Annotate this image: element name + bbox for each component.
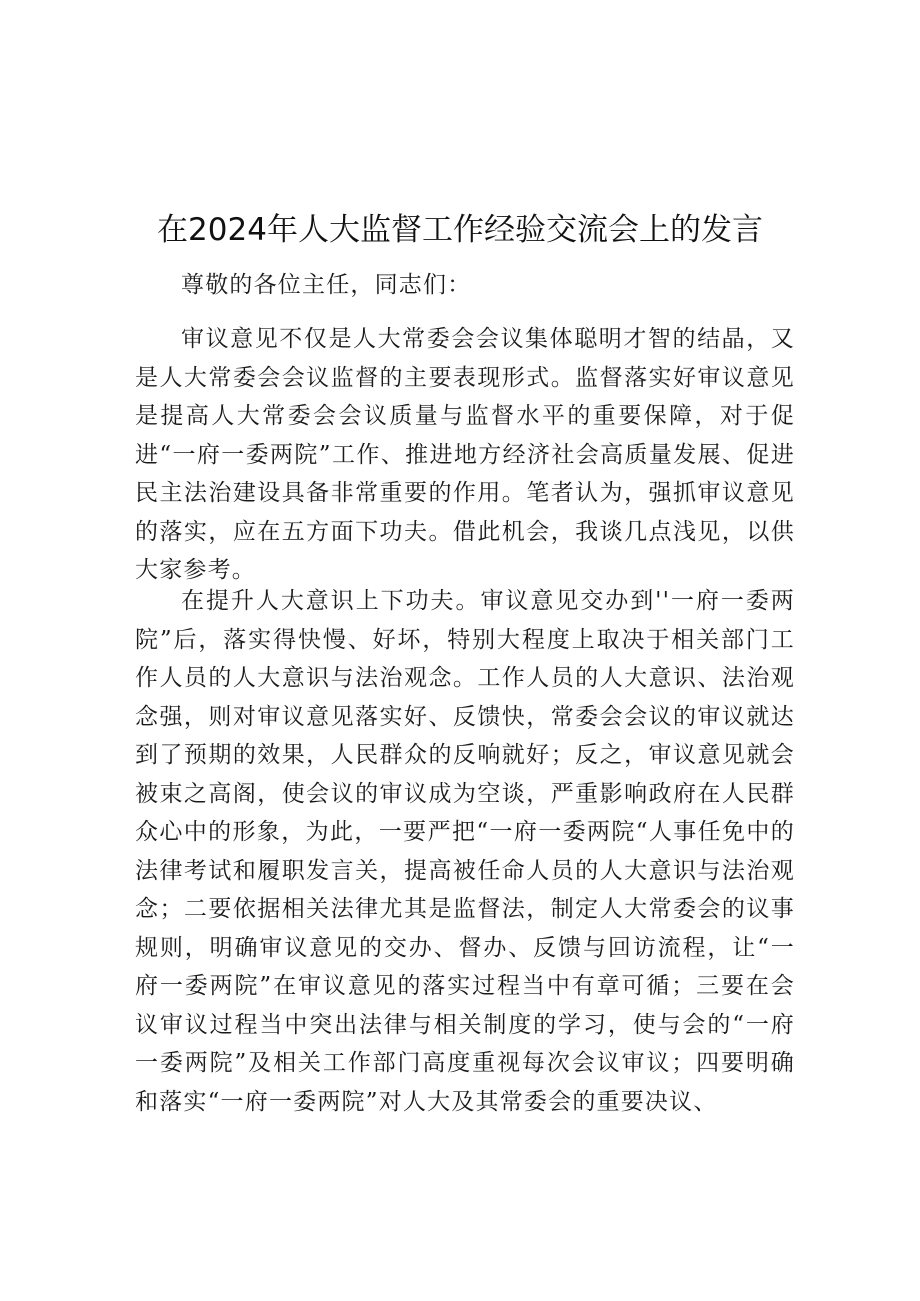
paragraph: 在提升人大意识上下功夫。审议意见交办到''一府一委两院”后，落实得快慢、好坏，特别大程度上取决于相关部门工作人员的人大意识与法治观念。工作人员的人大意识、法治观念强，则对审议意见落实好、反馈快，常委会会议的审议就达到了预期的效果，人民群众的反响就好；反之，审议意见就会被束之高阁，使会议的审议成为空谈，严重影响政府在人民群众心中的形象，为此，一要严把“一府一委两院“人事任免中的法律考试和履职发言关，提高被任命人员的人大意识与法治观念；二要依据相关法律尤其是监督法，制定人大常委会的议事规则，明确审议意见的交办、督办、反馈与回访流程，让“一府一委两院”在审议意见的落实过程当中有章可循；三要在会议审议过程当中突出法律与相关制度的学习，使与会的“一府一委两院”及相关工作部门高度重视每次会议审议；四要明确和落实“一府一委两院”对人大及其常委会的重要决议、 [135, 588, 795, 1115]
paragraph: 审议意见不仅是人大常委会会议集体聪明才智的结晶，又是人大常委会会议监督的主要表现形式。监督落实好审议意见是提高人大常委会会议质量与监督水平的重要保障，对于促进“一府一委两院”工作、推进地方经济社会高质量发展、促进民主法治建设具备非常重要的作用。笔者认为，强抓审议意见的落实，应在五方面下功夫。借此机会，我谈几点浅见，以供大家参考。 [135, 326, 795, 583]
salutation: 尊敬的各位主任，同志们： [181, 272, 472, 298]
document-title: 在2024年人大监督工作经验交流会上的发言 [157, 212, 763, 248]
